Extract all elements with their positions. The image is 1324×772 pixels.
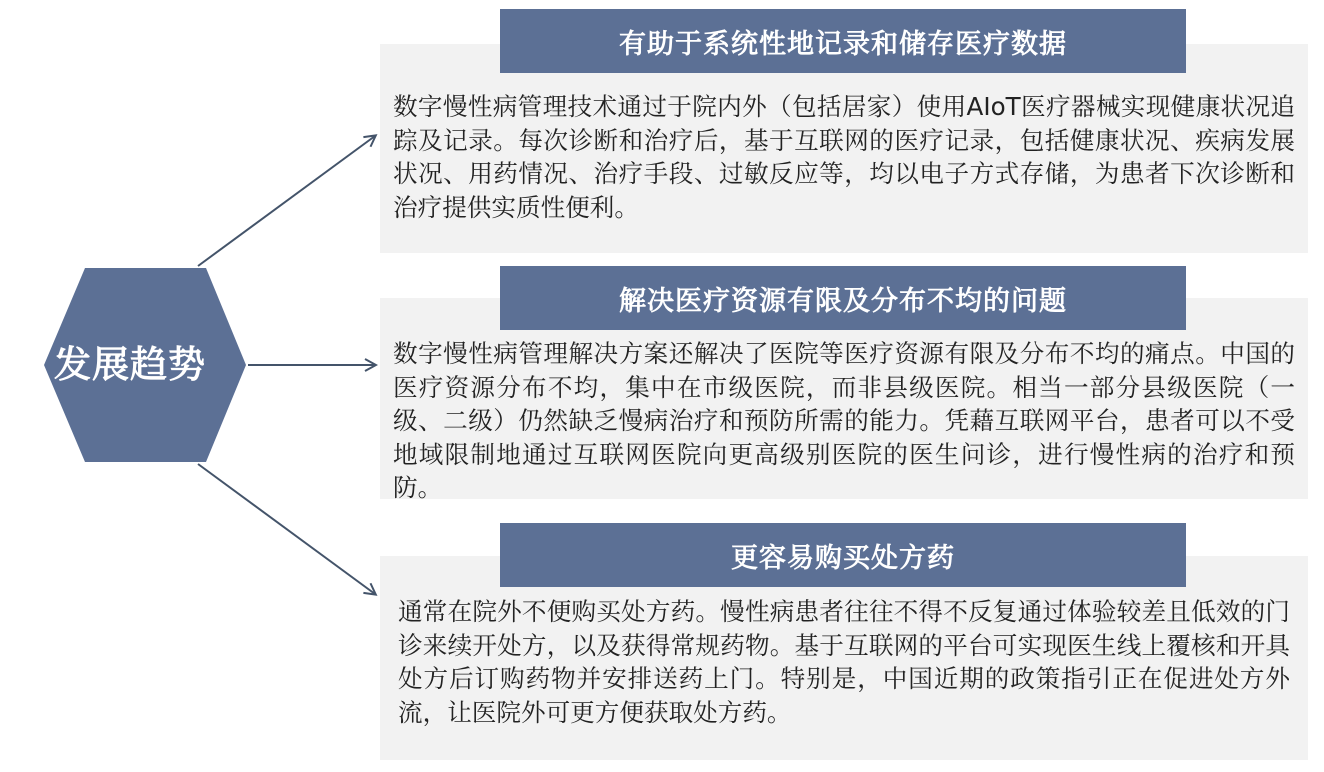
- center-label: 发展趋势: [54, 343, 206, 386]
- trend-body-prescriptions: 通常在院外不便购买处方药。慢性病患者往往不得不反复通过体验较差且低效的门诊来续开处方，以及获得常规药物。基于互联网的平台可实现医生线上覆核和开具处方后订购药物并安排送药上门。特别是，中国近期的政策指引正在促进处方外流，让医院外可更方便获取处方药。: [398, 597, 1290, 727]
- trend-body-resources: 数字慢性病管理解决方案还解决了医院等医疗资源有限及分布不均的痛点。中国的医疗资源分布不均，集中在市级医院，而非县级医院。相当一部分县级医院（一级、二级）仍然缺乏慢病治疗和预防所需的能力。凭藉互联网平台，患者可以不受地域限制地通过互联网医院向更高级别医院的医生问诊，进行慢性病的治疗和预防。: [393, 339, 1295, 502]
- trend-title-resources: 解决医疗资源有限及分布不均的问题: [500, 266, 1186, 330]
- connector-arrow-top: [198, 136, 375, 266]
- trend-title-records: 有助于系统性地记录和储存医疗数据: [500, 9, 1186, 73]
- trend-title-prescriptions: 更容易购买处方药: [500, 523, 1186, 587]
- connector-arrow-bottom: [198, 464, 375, 594]
- trend-body-records: 数字慢性病管理技术通过于院内外（包括居家）使用AIoT医疗器械实现健康状况追踪及记录。每次诊断和治疗后，基于互联网的医疗记录，包括健康状况、疾病发展状况、用药情况、治疗手段、过敏反应等，均以电子方式存储，为患者下次诊断和治疗提供实质性便利。: [393, 92, 1295, 222]
